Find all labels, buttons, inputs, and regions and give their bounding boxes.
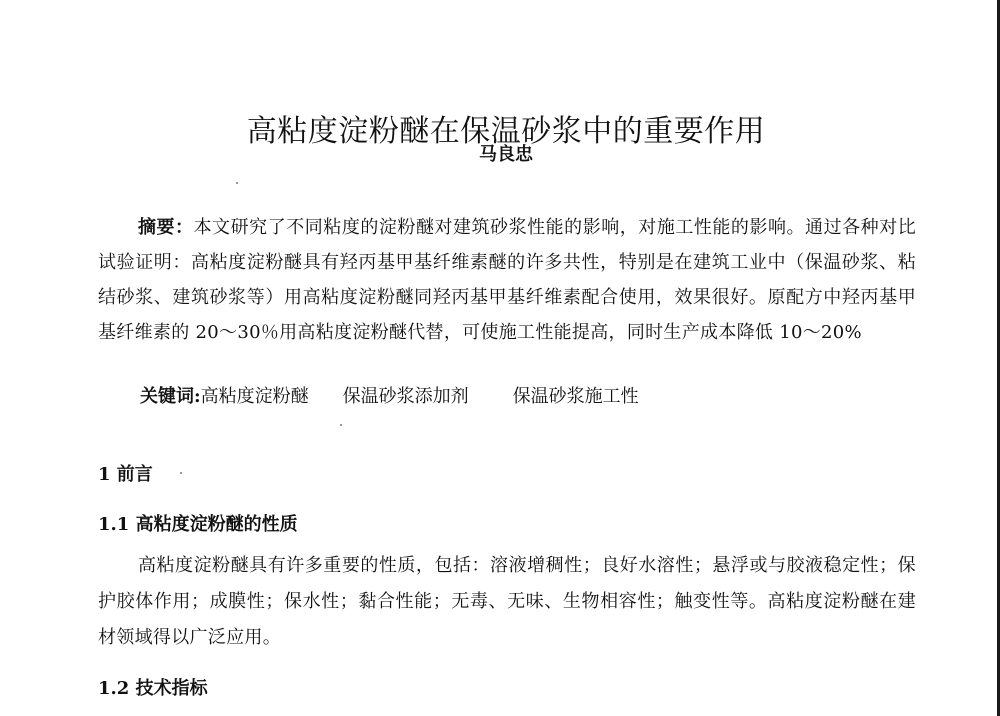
keyword-item: 保温砂浆添加剂 xyxy=(342,386,469,407)
scan-speck xyxy=(340,424,342,426)
section-heading-1-2: 1.2 技术指标 xyxy=(98,678,208,699)
section-heading-1-1: 1.1 高粘度淀粉醚的性质 xyxy=(98,514,298,535)
paper-title: 高粘度淀粉醚在保温砂浆中的重要作用 xyxy=(246,114,766,150)
keywords-line xyxy=(140,382,940,408)
abstract-text: 本文研究了不同粘度的淀粉醚对建筑砂浆性能的影响，对施工性能的影响。通过各种对比试验证明：高粘度淀粉醚具有羟丙基甲基纤维素醚的许多共性，特别是在建筑工业中（保温砂浆、粘结砂浆、建筑砂浆等）用高粘度淀粉醚同羟丙基甲基纤维素配合使用，效果很好。原配方中羟丙基甲基纤维素的 20～30％用高粘度淀粉醚代替，可使施工性能提高，同时生产成本降低 10～20% xyxy=(98,217,916,343)
abstract-label: 摘要： xyxy=(138,217,194,238)
keywords-label: 关键词: xyxy=(140,386,201,407)
section-1-1-paragraph: 高粘度淀粉醚具有许多重要的性质，包括：溶液增稠性；良好水溶性；悬浮或与胶液稳定性；保护胶体作用；成膜性；保水性；黏合性能；无毒、无味、生物相容性；触变性等。高粘度淀粉醚在建材领域得以广泛应用。 xyxy=(98,555,916,648)
author-name: 马良忠 xyxy=(479,144,533,165)
scan-speck xyxy=(236,182,238,184)
abstract-paragraph xyxy=(98,210,916,350)
scan-speck xyxy=(180,472,182,474)
keyword-item: 高粘度淀粉醚 xyxy=(200,386,309,407)
keyword-item: 保温砂浆施工性 xyxy=(512,386,639,407)
section-heading-intro: 1 前言 xyxy=(98,464,153,485)
